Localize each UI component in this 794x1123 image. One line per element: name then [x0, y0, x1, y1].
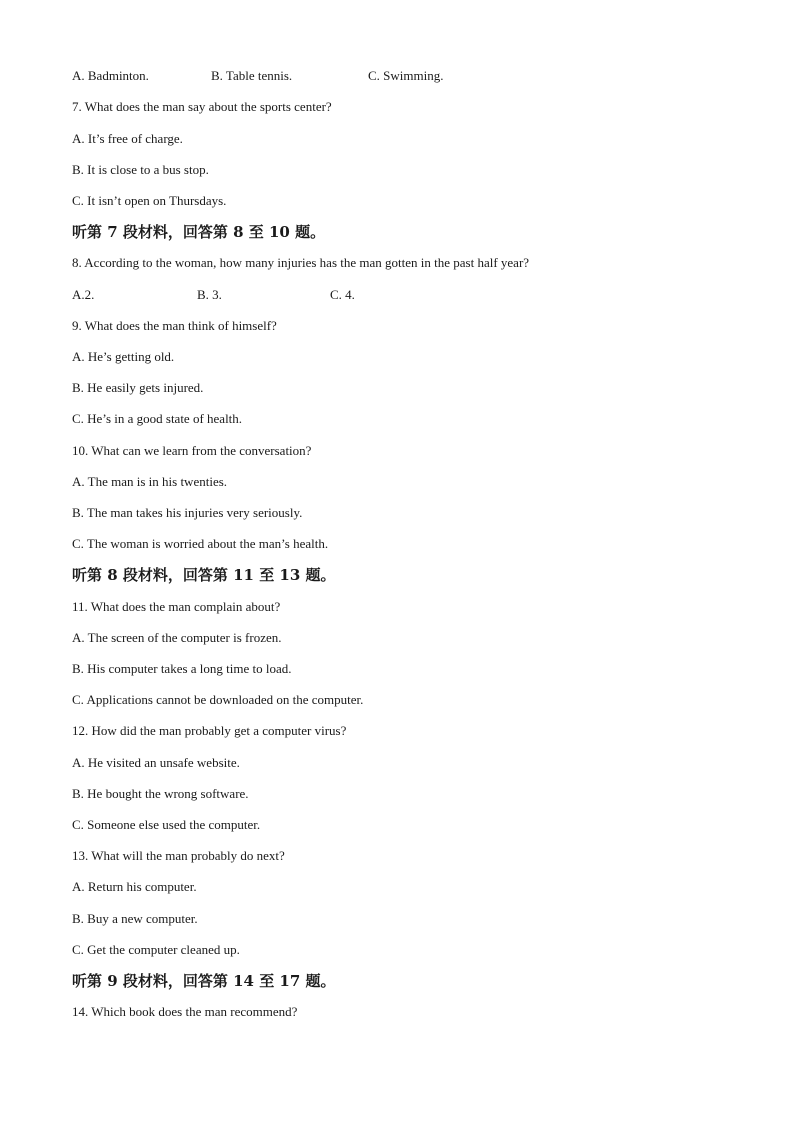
q10-option-c: C. The woman is worried about the man’s health. — [72, 536, 329, 551]
q8-question: 8. According to the woman, how many injuries has the man gotten in the past half year? — [72, 255, 530, 270]
q12-option-a: A. He visited an unsafe website. — [72, 755, 240, 770]
q14-question: 14. Which book does the man recommend? — [72, 1004, 298, 1019]
section-7-heading: 听第 7 段材料，回答第 8 至 10 题。 — [72, 223, 326, 241]
q11-option-c: C. Applications cannot be downloaded on the computer. — [72, 692, 364, 707]
q13-option-a: A. Return his computer. — [72, 879, 197, 894]
q13-question: 13. What will the man probably do next? — [72, 848, 285, 863]
q7-option-a: A. It’s free of charge. — [72, 131, 183, 146]
q11-option-a: A. The screen of the computer is frozen. — [72, 630, 282, 645]
q12-option-b: B. He bought the wrong software. — [72, 786, 249, 801]
q6-option-b: B. Table tennis. — [211, 68, 293, 83]
q7-option-c: C. It isn’t open on Thursdays. — [72, 193, 227, 208]
section-9-heading: 听第 9 段材料，回答第 14 至 17 题。 — [72, 972, 336, 990]
q8-option-b: B. 3. — [197, 287, 222, 302]
q7-question: 7. What does the man say about the sports center? — [72, 99, 332, 114]
q8-option-a: A.2. — [72, 287, 95, 302]
q6-option-a: A. Badminton. — [72, 68, 149, 83]
q9-option-c: C. He’s in a good state of health. — [72, 411, 243, 426]
q12-question: 12. How did the man probably get a computer virus? — [72, 723, 347, 738]
q10-question: 10. What can we learn from the conversation? — [72, 443, 312, 458]
q11-option-b: B. His computer takes a long time to load. — [72, 661, 292, 676]
q6-option-c: C. Swimming. — [368, 68, 444, 83]
q9-option-b: B. He easily gets injured. — [72, 380, 204, 395]
q13-option-b: B. Buy a new computer. — [72, 911, 198, 926]
q12-option-c: C. Someone else used the computer. — [72, 817, 261, 832]
q10-option-a: A. The man is in his twenties. — [72, 474, 228, 489]
q13-option-c: C. Get the computer cleaned up. — [72, 942, 240, 957]
q10-option-b: B. The man takes his injuries very seriously. — [72, 505, 303, 520]
q8-option-c: C. 4. — [330, 287, 355, 302]
q9-option-a: A. He’s getting old. — [72, 349, 175, 364]
q11-question: 11. What does the man complain about? — [72, 599, 281, 614]
section-8-heading: 听第 8 段材料，回答第 11 至 13 题。 — [72, 566, 336, 584]
q7-option-b: B. It is close to a bus stop. — [72, 162, 209, 177]
q9-question: 9. What does the man think of himself? — [72, 318, 277, 333]
